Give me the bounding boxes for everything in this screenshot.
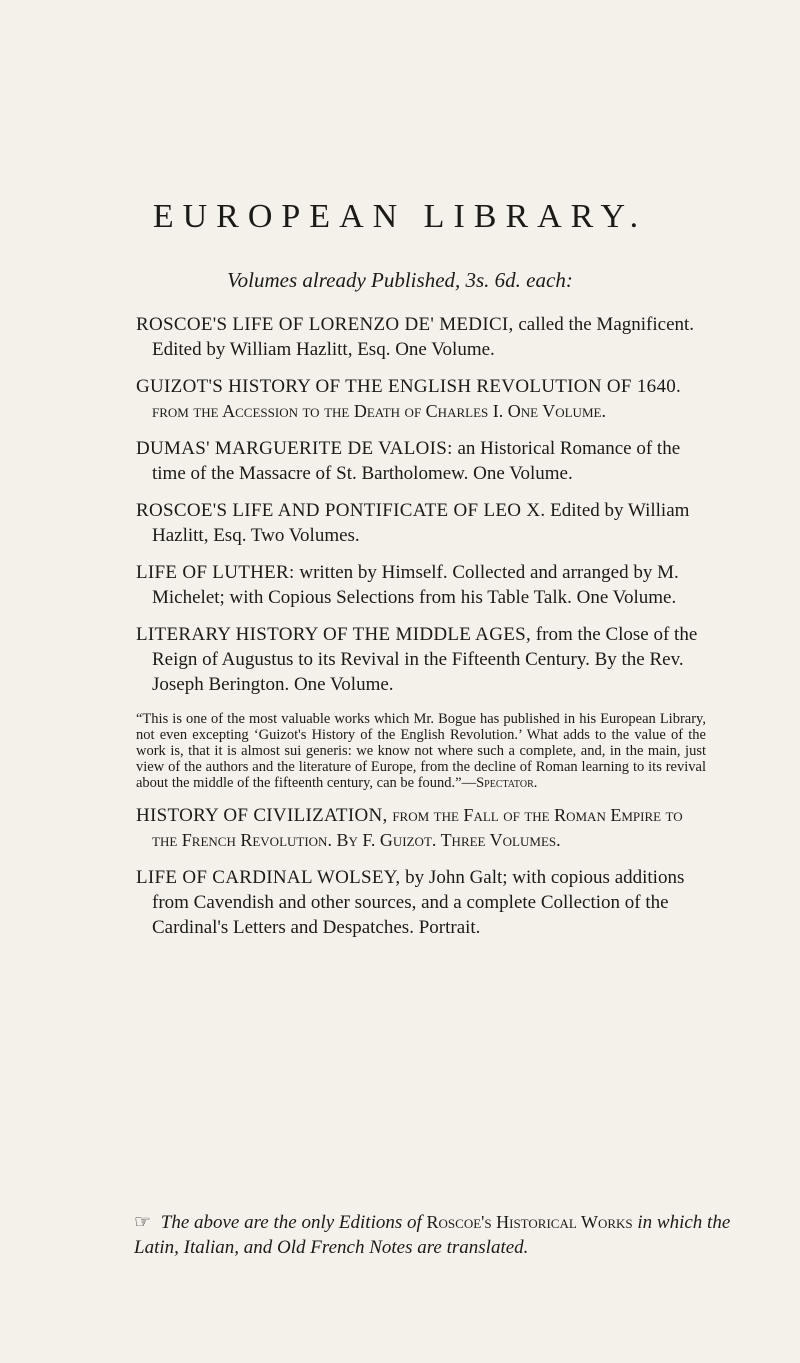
list-item [136,436,706,486]
list-item [136,498,706,548]
list-item [136,622,706,697]
book-description: called the Magnificent. Edited by William Hazlitt, Esq. One Volume. [152,314,695,360]
list-item [136,312,706,362]
note-text-a: The above are the only Editions of [160,1212,422,1233]
page-title: EUROPEAN LIBRARY. [152,198,648,235]
book-title: LIFE OF CARDINAL WOLSEY, [136,867,401,888]
page-subtitle: Volumes already Published, 3s. 6d. each: [227,268,573,292]
book-title: LITERARY HISTORY OF THE MIDDLE AGES, [136,624,532,645]
quote-text: “This is one of the most valuable works which Mr. Bogue has published in his European Library, not even excepting ‘Guizot's History of the English Revolution.’ What adds to the value of the work is, that it is almost sui generis: we know not where such a complete, and, in the main, just view of the authors and the literature of Europe, from the decline of Roman learning to its revival about the middle of the fifteenth century, can be found.” [136,711,706,791]
review-quote [136,711,706,791]
book-description: from the Accession to the Death of Charles I. One Volume. [152,401,606,421]
book-title: ROSCOE'S LIFE AND PONTIFICATE OF LEO X. [136,500,546,521]
editions-note [134,1210,734,1260]
note-text-b: Roscoe's Historical Works [426,1212,633,1232]
book-description: written by Himself. Collected and arranged by M. Michelet; with Copious Selections from his Table Talk. One Volume. [152,562,679,608]
book-list [136,312,706,952]
pointing-hand-icon: ☞ [134,1212,152,1233]
book-description: an Historical Romance of the time of the Massacre of St. Bartholomew. One Volume. [152,438,681,484]
list-item [136,374,706,424]
quote-source: —Spectator. [461,775,538,791]
book-description: by John Galt; with copious additions from Cavendish and other sources, and a complete Collection of the Cardinal's Letters and Despatches. Portrait. [152,867,685,938]
book-description: from the Fall of the Roman Empire to the French Revolution. By F. Guizot. Three Volumes. [152,805,683,850]
book-title: HISTORY OF CIVILIZATION, [136,805,388,826]
list-item [136,803,706,853]
book-description: Edited by William Hazlitt, Esq. Two Volumes. [152,500,690,546]
note-text-c: in which the Latin, Italian, and Old French Notes are translated. [134,1212,731,1258]
book-title: LIFE OF LUTHER: [136,562,295,583]
list-item [136,560,706,610]
book-description: from the Close of the Reign of Augustus to its Revival in the Fifteenth Century. By the Rev. Joseph Berington. One Volume. [152,624,698,695]
book-title: DUMAS' MARGUERITE DE VALOIS: [136,438,453,459]
list-item [136,865,706,940]
book-title: ROSCOE'S LIFE OF LORENZO DE' MEDICI, [136,314,514,335]
book-title: GUIZOT'S HISTORY OF THE ENGLISH REVOLUTION OF 1640. [136,376,682,397]
